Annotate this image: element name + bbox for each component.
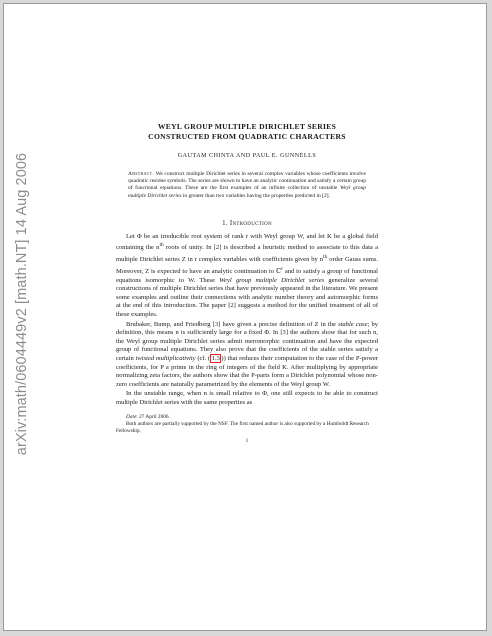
arxiv-identifier-text: arXiv:math/0604449v2 [math.NT] 14 Aug 2006	[14, 152, 30, 456]
p1-text-1: Let Φ be an irreducible root system of rank r with Weyl group W, and let K be a global field containing the n	[116, 232, 378, 252]
footnote-date-value: : 27 April 2006.	[136, 413, 170, 420]
title-line-2: CONSTRUCTED FROM QUADRATIC CHARACTERS	[148, 132, 346, 141]
p2-emphasis-2: twisted multiplicativity	[135, 355, 196, 363]
abstract-text-a: We construct multiple Dirichlet series in several complex variables whose coefficients involve quadratic residue symbols. The series are shown to have an analytic continuation and satisfy a certain group of functional equations. These are the first examples of an infinite collection of unstable	[128, 171, 366, 192]
title-line-1: WEYL GROUP MULTIPLE DIRICHLET SERIES	[157, 122, 337, 131]
abstract-text-b: in greater than two variables having the properties predicted in [2].	[181, 192, 330, 199]
footnote-support: Both authors are partially supported by the NSF. The first named author is also supported by a Humboldt Research Fellowship.	[116, 420, 369, 434]
arxiv-identifier-stamp	[10, 134, 34, 474]
abstract-emphasis: Weyl group multiple Dirichlet series	[128, 185, 366, 199]
p1-sup-1: th	[159, 242, 164, 249]
p2-emphasis-1: stable case	[338, 320, 368, 328]
paper-page	[3, 3, 487, 631]
equation-reference-link[interactable]: 1.3	[211, 355, 220, 363]
paper-title	[116, 122, 378, 142]
intro-paragraph-3: In the unstable range, when n is small relative to Φ, one still expects to be able to construct multiple Dirichlet series with the same properties as	[116, 390, 378, 407]
footnote-date	[116, 414, 378, 421]
p1-sup-3: r	[281, 265, 283, 272]
intro-paragraph-2	[116, 321, 378, 390]
p1-text-4: and to satisfy a group of functional equations isomorphic to W. These	[116, 268, 378, 284]
abstract-label: Abstract.	[128, 171, 155, 177]
page-number: 1	[245, 437, 249, 444]
section-title: Introduction	[229, 219, 272, 227]
intro-paragraph-1	[116, 233, 378, 320]
paper-content	[116, 122, 378, 444]
p2-text-3: (cf. (	[195, 355, 211, 363]
p1-text-2: roots of unity. In [2] is described a heuristic method to associate to this data a multiple Dirichlet series Z in r complex variables with coefficients given by n	[116, 244, 378, 264]
p2-text-2: ; by definition, this means n is sufficiently large for a fixed Φ. In [3] the authors show that for such n, the Weyl group multiple Dirichlet series admit meromorphic continuation and have the expected group of functional equations. They also prove that the coefficients of the stable series satisfy a certain	[116, 320, 378, 363]
p1-sup-2: th	[323, 254, 328, 261]
abstract	[128, 171, 366, 200]
section-heading-introduction	[116, 220, 378, 227]
p2-text-1: Brubaker, Bump, and Friedberg [3] have given a precise definition of Z in the	[126, 320, 339, 328]
paper-authors: GAUTAM CHINTA AND PAUL E. GUNNELLS	[177, 153, 317, 159]
p2-text-4: )) that reduces their computation to the case of the P-power coefficients, for P a prime in the ring of integers of the field K. After multiplying by appropriate normalizing zeta factors, the authors show that the P-parts form a Dirichlet polynomial whose non-zero coefficients are naturally parametrized by the elements of the Weyl group W.	[116, 355, 379, 388]
footnote-date-label: Date	[126, 413, 137, 420]
footnotes	[116, 414, 378, 435]
section-number: 1.	[222, 219, 230, 227]
p1-text-3: order Gauss sums. Moreover, Z is expected to have an analytic continuation to ℂ	[116, 256, 378, 276]
p1-text-5: generalize several constructions of multiple Dirichlet series that have previously appeared in the literature. We present some examples and outline their connections with analytic number theory and automorphic forms at the end of this introduction. The paper [2] suggests a method for the unified treatment of all of these examples.	[116, 276, 378, 319]
p1-emphasis: Weyl group multiple Dirichlet series	[219, 276, 325, 284]
